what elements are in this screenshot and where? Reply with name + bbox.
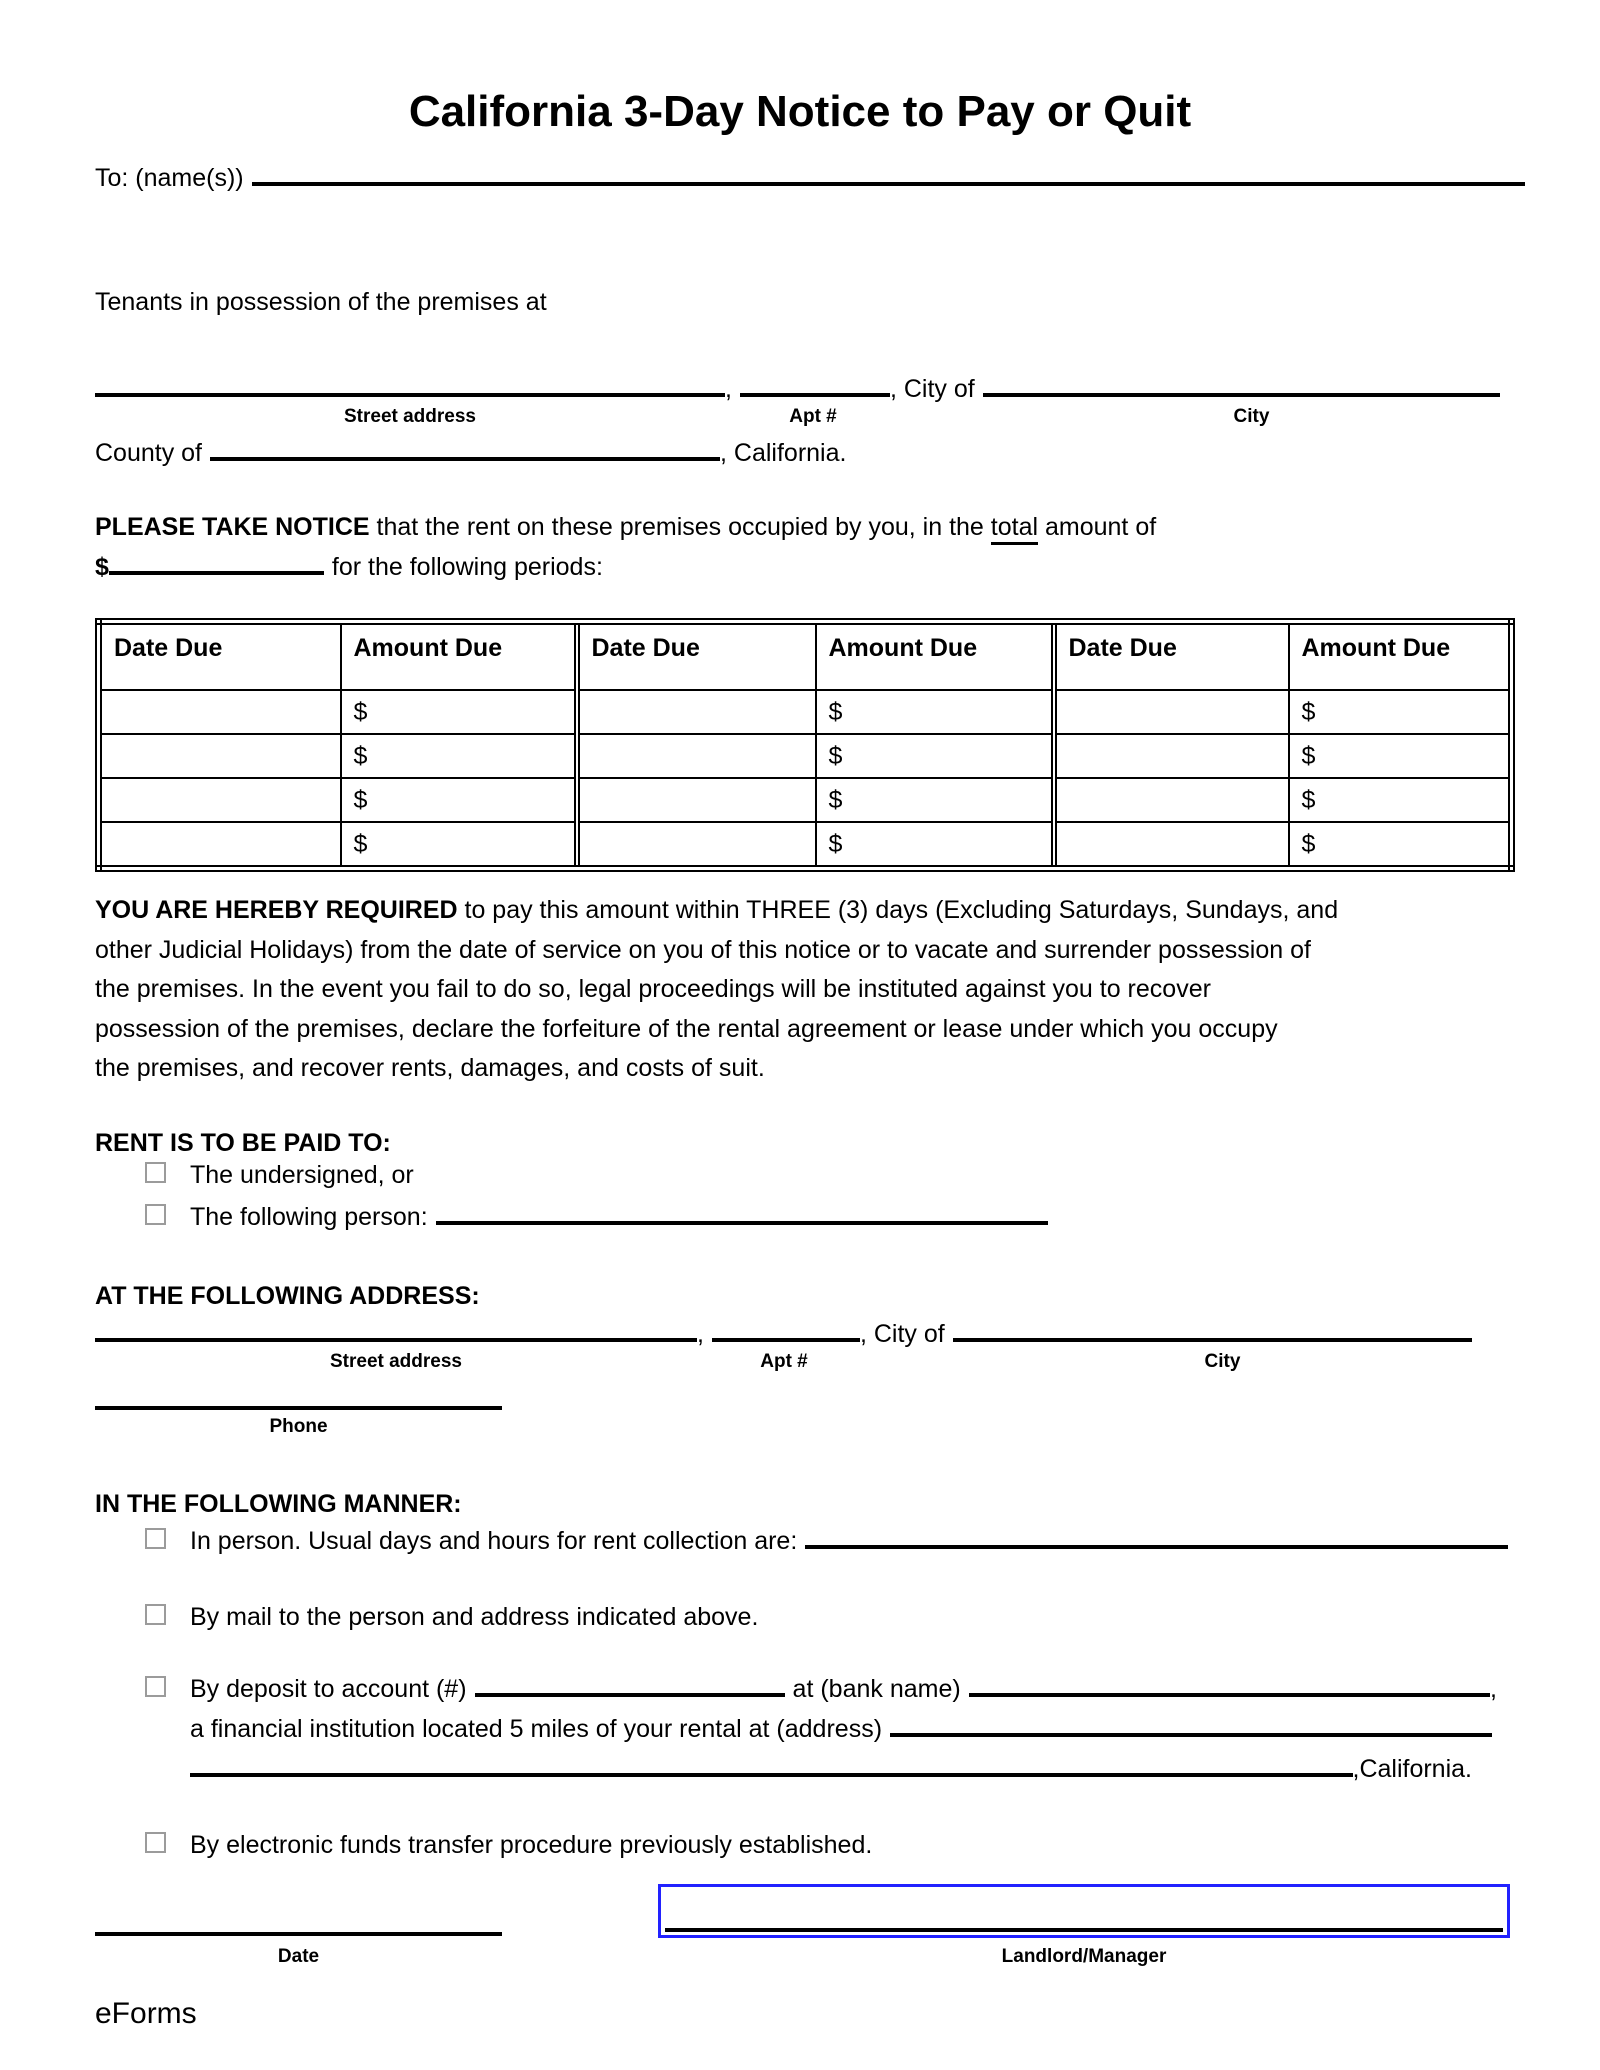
undersigned-option-row: [145, 1160, 1145, 1190]
notice-text-b: amount of: [1038, 513, 1157, 541]
apt-number-line-1[interactable]: [740, 393, 890, 397]
rental-address-line-1[interactable]: [890, 1733, 1492, 1737]
phone-label: Phone: [269, 1416, 328, 1437]
rental-address-line-2[interactable]: [190, 1773, 1353, 1777]
by-mail-option-row: [145, 1602, 1345, 1632]
by-mail-label: By mail to the person and address indicated above.: [190, 1603, 759, 1631]
in-person-label: In person. Usual days and hours for rent collection are:: [190, 1527, 798, 1555]
dollar-sign: $: [353, 830, 368, 858]
undersigned-checkbox[interactable]: [145, 1162, 166, 1183]
to-label: To: (name(s)): [95, 164, 244, 192]
landlord-signature-line: [665, 1928, 1503, 1932]
landlord-signature-field[interactable]: [658, 1884, 1510, 1938]
table-row: [99, 690, 1512, 734]
date-due-cell[interactable]: [577, 690, 816, 734]
date-label: Date: [277, 1946, 320, 1967]
amount-due-cell[interactable]: [816, 822, 1054, 869]
in-person-checkbox[interactable]: [145, 1528, 166, 1549]
deposit-continuation-row-2: [190, 1754, 1472, 1784]
street-address-label-1: Street address: [343, 406, 476, 427]
amount-due-cell[interactable]: [1289, 734, 1512, 778]
following-person-label: The following person:: [190, 1203, 428, 1231]
date-due-header: Date Due: [577, 622, 816, 691]
financial-institution-text: a financial institution located 5 miles of your rental at (address): [190, 1715, 883, 1743]
deposit-option-row: [145, 1674, 1497, 1704]
amount-due-cell[interactable]: [1289, 822, 1512, 869]
total-amount-line[interactable]: [109, 571, 324, 575]
date-due-cell[interactable]: [577, 778, 816, 822]
tenants-possession-text: Tenants in possession of the premises at: [95, 288, 547, 316]
date-due-cell[interactable]: [1054, 690, 1289, 734]
city-label-2: City: [1204, 1351, 1241, 1372]
rent-periods-table: [95, 618, 1515, 872]
amount-due-cell[interactable]: [341, 690, 577, 734]
signature-date-line[interactable]: [95, 1932, 502, 1936]
following-person-option-row: [145, 1202, 1245, 1232]
date-due-cell[interactable]: [577, 734, 816, 778]
required-line: other Judicial Holidays) from the date of service on you of this notice or to vacate and surrender possession of: [95, 935, 1311, 964]
required-paragraph: [95, 891, 1338, 1089]
following-address-heading: AT THE FOLLOWING ADDRESS:: [95, 1282, 480, 1310]
dollar-sign: $: [828, 830, 843, 858]
city-of-text-1: , City of: [889, 375, 975, 403]
please-take-notice-text: PLEASE TAKE NOTICE: [95, 513, 370, 541]
street-address-line-2[interactable]: [95, 1338, 697, 1342]
deposit-continuation-row: [190, 1714, 1492, 1744]
date-due-cell[interactable]: [1054, 734, 1289, 778]
dollar-sign: $: [353, 786, 368, 814]
street-address-label-2: Street address: [329, 1351, 462, 1372]
date-due-cell[interactable]: [99, 690, 341, 734]
manner-heading: IN THE FOLLOWING MANNER:: [95, 1490, 462, 1518]
notice-text-a: that the rent on these premises occupied by you, in the: [369, 513, 991, 541]
electronic-option-row: [145, 1830, 1345, 1860]
date-due-header: Date Due: [99, 622, 341, 691]
date-due-cell[interactable]: [99, 822, 341, 869]
eforms-logo: eForms: [95, 1997, 197, 2030]
table-row: [99, 822, 1512, 869]
date-due-cell[interactable]: [577, 822, 816, 869]
undersigned-label: The undersigned, or: [190, 1161, 414, 1189]
required-line: the premises, and recover rents, damages, and costs of suit.: [95, 1054, 765, 1082]
date-due-cell[interactable]: [1054, 778, 1289, 822]
dollar-sign: $: [1301, 742, 1316, 770]
dollar-sign: $: [828, 698, 843, 726]
dollar-sign: $: [353, 698, 368, 726]
required-line: to pay this amount within THREE (3) days (Excluding Saturdays, Sundays, and: [457, 896, 1339, 924]
by-mail-checkbox[interactable]: [145, 1604, 166, 1625]
dollar-sign: $: [828, 742, 843, 770]
county-row: [95, 438, 1505, 468]
amount-due-cell[interactable]: [816, 778, 1054, 822]
amount-due-cell[interactable]: [1289, 690, 1512, 734]
required-line: possession of the premises, declare the forfeiture of the rental agreement or lease under which you occupy: [95, 1014, 1278, 1043]
table-header-row: [99, 622, 1512, 691]
date-due-header: Date Due: [1054, 622, 1289, 691]
amount-due-cell[interactable]: [341, 734, 577, 778]
city-of-text-2: , City of: [859, 1320, 945, 1348]
amount-due-header: Amount Due: [816, 622, 1054, 691]
apt-label-1: Apt #: [789, 406, 837, 427]
electronic-transfer-label: By electronic funds transfer procedure previously established.: [190, 1831, 873, 1859]
comma-separator: ,: [697, 1320, 704, 1348]
form-title: California 3-Day Notice to Pay or Quit: [408, 87, 1192, 136]
date-due-cell[interactable]: [99, 778, 341, 822]
in-person-option-row: [145, 1526, 1508, 1556]
amount-due-header: Amount Due: [341, 622, 577, 691]
payment-address-row: [95, 1319, 1472, 1349]
table-row: [99, 778, 1512, 822]
amount-due-header: Amount Due: [1289, 622, 1512, 691]
amount-due-cell[interactable]: [816, 690, 1054, 734]
bank-name-line[interactable]: [969, 1693, 1490, 1697]
amount-due-cell[interactable]: [1289, 778, 1512, 822]
dollar-sign: $: [1301, 786, 1316, 814]
date-due-cell[interactable]: [99, 734, 341, 778]
dollar-sign: $: [1301, 830, 1316, 858]
deposit-checkbox[interactable]: [145, 1676, 166, 1697]
california-suffix-text: ,California.: [1352, 1755, 1472, 1783]
following-person-checkbox[interactable]: [145, 1204, 166, 1225]
phone-line[interactable]: [95, 1406, 502, 1410]
bank-name-text: at (bank name): [792, 1675, 961, 1703]
tenant-names-line[interactable]: [252, 182, 1525, 186]
amount-due-cell[interactable]: [816, 734, 1054, 778]
comma-separator: ,: [725, 375, 732, 403]
dollar-sign: $: [95, 553, 109, 581]
dollar-sign: $: [353, 742, 368, 770]
total-underlined-word: total: [991, 513, 1038, 545]
table-row: [99, 734, 1512, 778]
city-line-2[interactable]: [953, 1338, 1472, 1342]
notice-line-2: [95, 552, 895, 582]
city-line-1[interactable]: [983, 393, 1500, 397]
to-row: [95, 163, 1525, 193]
paid-to-person-line[interactable]: [436, 1221, 1048, 1225]
county-line[interactable]: [210, 457, 720, 461]
required-line: the premises. In the event you fail to do so, legal proceedings will be instituted against you to recover: [95, 975, 1211, 1003]
apt-label-2: Apt #: [760, 1351, 808, 1372]
you-are-hereby-required-text: YOU ARE HEREBY REQUIRED: [95, 896, 458, 924]
electronic-transfer-checkbox[interactable]: [145, 1832, 166, 1853]
notice-line-1: [95, 512, 1156, 542]
periods-text: for the following periods:: [331, 553, 603, 581]
apt-number-line-2[interactable]: [712, 1338, 860, 1342]
street-address-line-1[interactable]: [95, 393, 725, 397]
dollar-sign: $: [1301, 698, 1316, 726]
rent-paid-to-heading: RENT IS TO BE PAID TO:: [95, 1129, 391, 1157]
date-due-cell[interactable]: [1054, 822, 1289, 869]
account-number-line[interactable]: [475, 1693, 785, 1697]
deposit-label: By deposit to account (#): [190, 1675, 467, 1703]
dollar-sign: $: [828, 786, 843, 814]
comma-separator: ,: [1490, 1675, 1497, 1703]
amount-due-cell[interactable]: [341, 778, 577, 822]
amount-due-cell[interactable]: [341, 822, 577, 869]
premises-address-row: [95, 374, 1500, 404]
rent-collection-hours-line[interactable]: [805, 1545, 1508, 1549]
california-text: , California.: [720, 439, 847, 467]
county-of-text: County of: [95, 439, 203, 467]
landlord-manager-label: Landlord/Manager: [1001, 1946, 1167, 1967]
city-label-1: City: [1233, 406, 1270, 427]
